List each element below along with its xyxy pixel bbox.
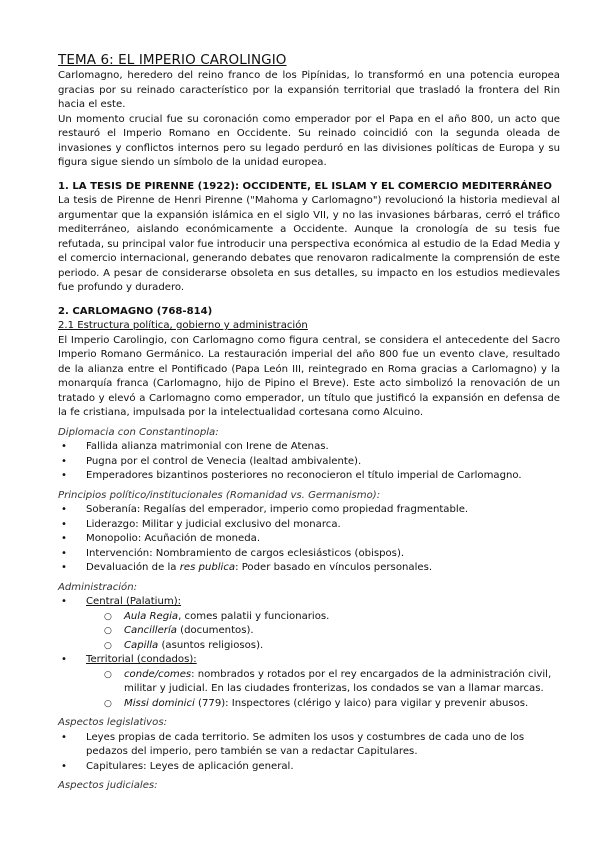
list-item: • Capitulares: Leyes de aplicación general. bbox=[58, 760, 560, 775]
list-item: • Emperadores bizantinos posteriores no reconocieron el título imperial de Carlomagno. bbox=[58, 469, 560, 484]
principios-label: Principios político/institucionales (Romanidad vs. Germanismo): bbox=[58, 489, 381, 501]
territorial-label: Territorial (condados): bbox=[86, 654, 197, 665]
central-label: Central (Palatium): bbox=[86, 596, 182, 607]
list-item: • Devaluación de la res publica: Poder basado en vínculos personales. bbox=[58, 561, 560, 576]
bullet-icon: • bbox=[61, 455, 67, 467]
bullet-icon: • bbox=[61, 518, 67, 530]
bullet-icon: • bbox=[61, 596, 67, 607]
section-2-1-heading: 2.1 Estructura política, gobierno y administración bbox=[58, 320, 308, 331]
administracion-label: Administración: bbox=[58, 581, 138, 593]
judiciales-label: Aspectos judiciales: bbox=[58, 780, 158, 791]
principios-list bbox=[58, 503, 560, 576]
bullet-icon: • bbox=[61, 731, 67, 743]
bullet-icon: • bbox=[61, 470, 67, 481]
list-item-central bbox=[58, 595, 560, 653]
sub-list-item: ○ conde/comes: nombrados y rotados por el rey encargados de la administración civil, militar y judicial. En las ciudades fronterizas, los condados se van a llamar marcas. bbox=[104, 668, 552, 694]
legislativos-label: Aspectos legislativos: bbox=[58, 717, 167, 728]
bullet-icon: • bbox=[61, 533, 67, 544]
bullet-icon: • bbox=[61, 562, 67, 573]
bullet-icon: • bbox=[61, 760, 67, 772]
diplomacia-label: Diplomacia con Constantinopla: bbox=[58, 426, 219, 438]
circle-bullet-icon: ○ bbox=[104, 669, 112, 680]
central-sublist bbox=[100, 610, 560, 654]
bullet-icon: • bbox=[61, 441, 67, 452]
circle-bullet-icon: ○ bbox=[104, 698, 112, 709]
administracion-list bbox=[58, 595, 560, 711]
list-item: • Leyes propias de cada territorio. Se admiten los usos y costumbres de cada uno de los pedazos del imperio, pero también se van a redactar Capitulares. bbox=[61, 731, 525, 757]
list-item-territorial bbox=[58, 653, 560, 711]
list-item: • Fallida alianza matrimonial con Irene de Atenas. bbox=[58, 440, 560, 455]
section-1-paragraph: La tesis de Pirenne de Henri Pirenne ("Mahoma y Carlomagno") revolucionó la historia medieval al argumentar que la expansión islámica en el siglo VII, y no las invasiones bárbaras, cerró el tráfico mediterráneo, aislando económicamente a Occidente. Aunque la cronología de su tesis fue refutada, su principal valor fue introducir una perspectiva económica al estudio de la Edad Media y el comercio internacional, generando debates que renovaron radicalmente la comprensión de este periodo. A pesar de considerarse obsoleta en sus detalles, su impacto en los estudios medievales fue profundo y duradero. bbox=[58, 195, 560, 293]
document-page bbox=[58, 52, 560, 794]
list-item: • Pugna por el control de Venecia (lealtad ambivalente). bbox=[58, 455, 560, 470]
bullet-icon: • bbox=[61, 654, 67, 665]
intro-paragraph-1: Carlomagno, heredero del reino franco de los Pipínidas, lo transformó en una potencia europea gracias por su reinado característico por la expansión territorial que trasladó la frontera del Rin hacia el este. bbox=[58, 70, 560, 110]
list-item: • Liderazgo: Militar y judicial exclusivo del monarca. bbox=[58, 518, 560, 533]
intro-paragraph-2: Un momento crucial fue su coronación como emperador por el Papa en el año 800, un acto que restauró el Imperio Romano en Occidente. Su reinado coincidió con la segunda oleada de invasiones y conflictos internos pero su legado perduró en las divisiones políticas de Europa y su figura sigue siendo un símbolo de la unidad europea. bbox=[58, 113, 560, 168]
section-2-heading: 2. CARLOMAGNO (768-814) bbox=[58, 305, 213, 317]
list-item: • Monopolio: Acuñación de moneda. bbox=[58, 532, 560, 547]
page-title: TEMA 6: EL IMPERIO CAROLINGIO bbox=[58, 52, 287, 68]
section-2-paragraph: El Imperio Carolingio, con Carlomagno como figura central, se considera el antecedente del Sacro Imperio Romano Germánico. La restauración imperial del año 800 fue un evento clave, resultado de la alianza entre el Pontificado (Papa León III, reintegrado en Roma gracias a Carlomagno) y la monarquía franca (Carlomagno, hijo de Pipino el Breve). Este acto simbolizó la renovación de un tratado y elevó a Carlomagno como emperador, un título que justificó la expansión en defensa de la fe cristiana, impulsada por la intelectualidad cortesana como Alcuino. bbox=[58, 334, 560, 418]
circle-bullet-icon: ○ bbox=[104, 611, 112, 622]
list-item: • Intervención: Nombramiento de cargos eclesiásticos (obispos). bbox=[58, 547, 560, 562]
diplomacia-list bbox=[58, 440, 560, 484]
territorial-sublist bbox=[100, 668, 560, 712]
sub-list-item: ○ Aula Regia, comes palatii y funcionarios. bbox=[100, 610, 560, 625]
circle-bullet-icon: ○ bbox=[104, 626, 112, 636]
sub-list-item: ○ Cancillería (documentos). bbox=[100, 624, 560, 639]
bullet-icon: • bbox=[61, 547, 67, 559]
sub-list-item: ○ Capilla (asuntos religiosos). bbox=[100, 639, 560, 654]
section-1-heading: 1. LA TESIS DE PIRENNE (1922): OCCIDENTE, EL ISLAM Y EL COMERCIO MEDITERRÁNEO bbox=[58, 180, 552, 192]
list-item: • Soberanía: Regalías del emperador, imperio como propiedad fragmentable. bbox=[58, 503, 560, 518]
bullet-icon: • bbox=[61, 504, 67, 515]
circle-bullet-icon: ○ bbox=[104, 640, 112, 651]
sub-list-item: ○ Missi dominici (779): Inspectores (clérigo y laico) para vigilar y prevenir abusos. bbox=[100, 697, 560, 712]
legislativos-list bbox=[58, 731, 560, 775]
